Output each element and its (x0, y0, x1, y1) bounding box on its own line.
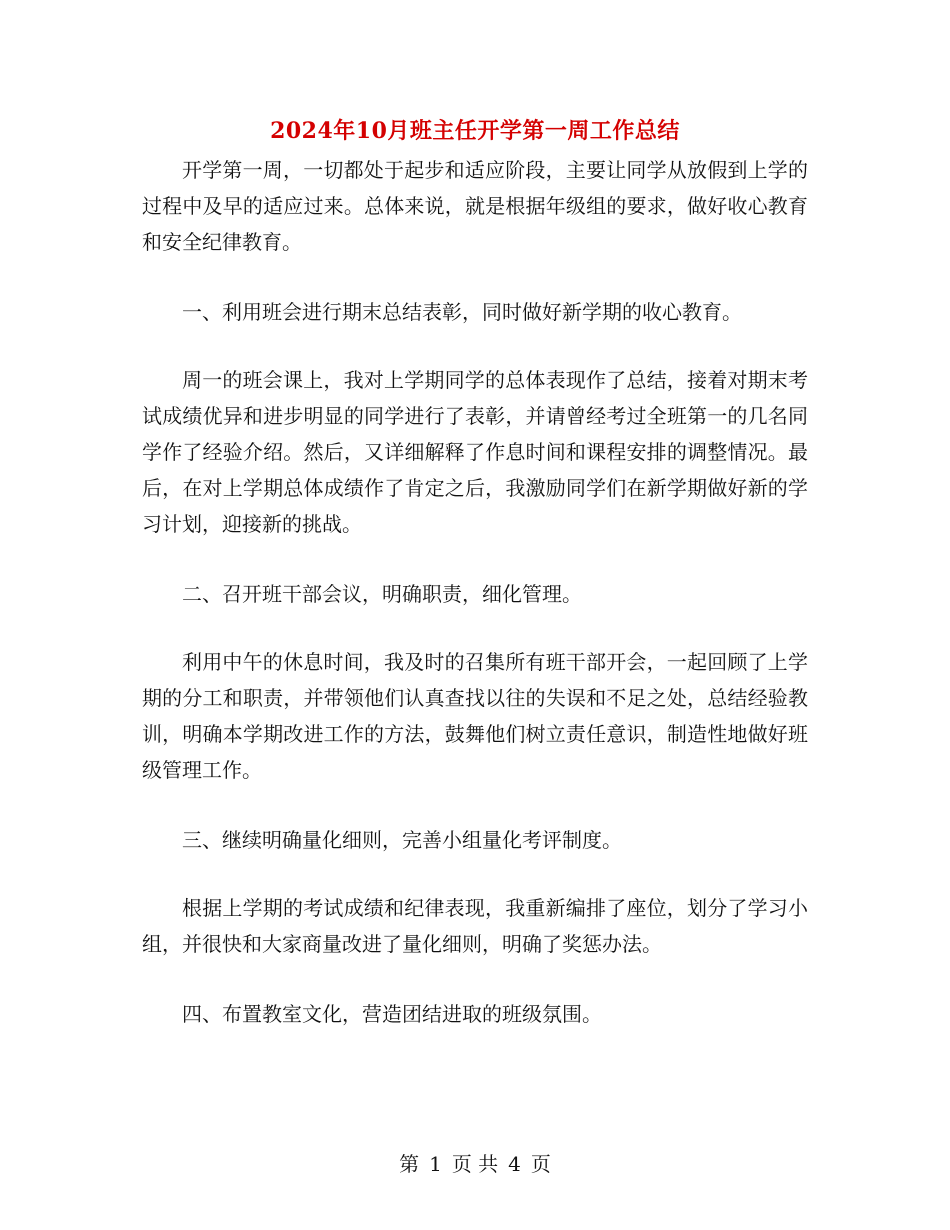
footer-prefix: 第 (399, 1152, 420, 1176)
footer-page-number: 1 (429, 1152, 442, 1176)
document-title: 2024年10月班主任开学第一周工作总结 (270, 118, 680, 144)
footer-total-pages: 4 (508, 1152, 521, 1176)
page-footer (0, 1150, 950, 1178)
section-heading-2: 二、召开班干部会议，明确职责，细化管理。 (182, 582, 582, 606)
paragraph-section-1: 周一的班会课上，我对上学期同学的总体表现作了总结，接着对期末考试成绩优异和进步明显的同学进行了表彰，并请曾经考过全班第一的几名同学作了经验介绍。然后，又详细解释了作息时间和课程安排的调整情况。最后，在对上学期总体成绩作了肯定之后，我激励同学们在新学期做好新的学习计划，迎接新的挑战。 (142, 368, 808, 536)
paragraph-intro: 开学第一周，一切都处于起步和适应阶段，主要让同学从放假到上学的过程中及早的适应过来。总体来说，就是根据年级组的要求，做好收心教育和安全纪律教育。 (142, 158, 808, 254)
section-heading-4: 四、布置教室文化，营造团结进取的班级氛围。 (182, 1002, 602, 1026)
document-body (142, 152, 808, 1064)
section-heading-3: 三、继续明确量化细则，完善小组量化考评制度。 (182, 828, 622, 852)
footer-suffix: 页 (530, 1152, 551, 1176)
paragraph-section-2: 利用中午的休息时间，我及时的召集所有班干部开会，一起回顾了上学期的分工和职责，并带领他们认真查找以往的失误和不足之处，总结经验教训，明确本学期改进工作的方法，鼓舞他们树立责任意识，制造性地做好班级管理工作。 (142, 650, 808, 782)
footer-middle: 页 共 (451, 1152, 499, 1176)
section-heading-1: 一、利用班会进行期末总结表彰，同时做好新学期的收心教育。 (182, 300, 742, 324)
paragraph-section-3: 根据上学期的考试成绩和纪律表现，我重新编排了座位，划分了学习小组，并很快和大家商量改进了量化细则，明确了奖惩办法。 (142, 896, 808, 956)
